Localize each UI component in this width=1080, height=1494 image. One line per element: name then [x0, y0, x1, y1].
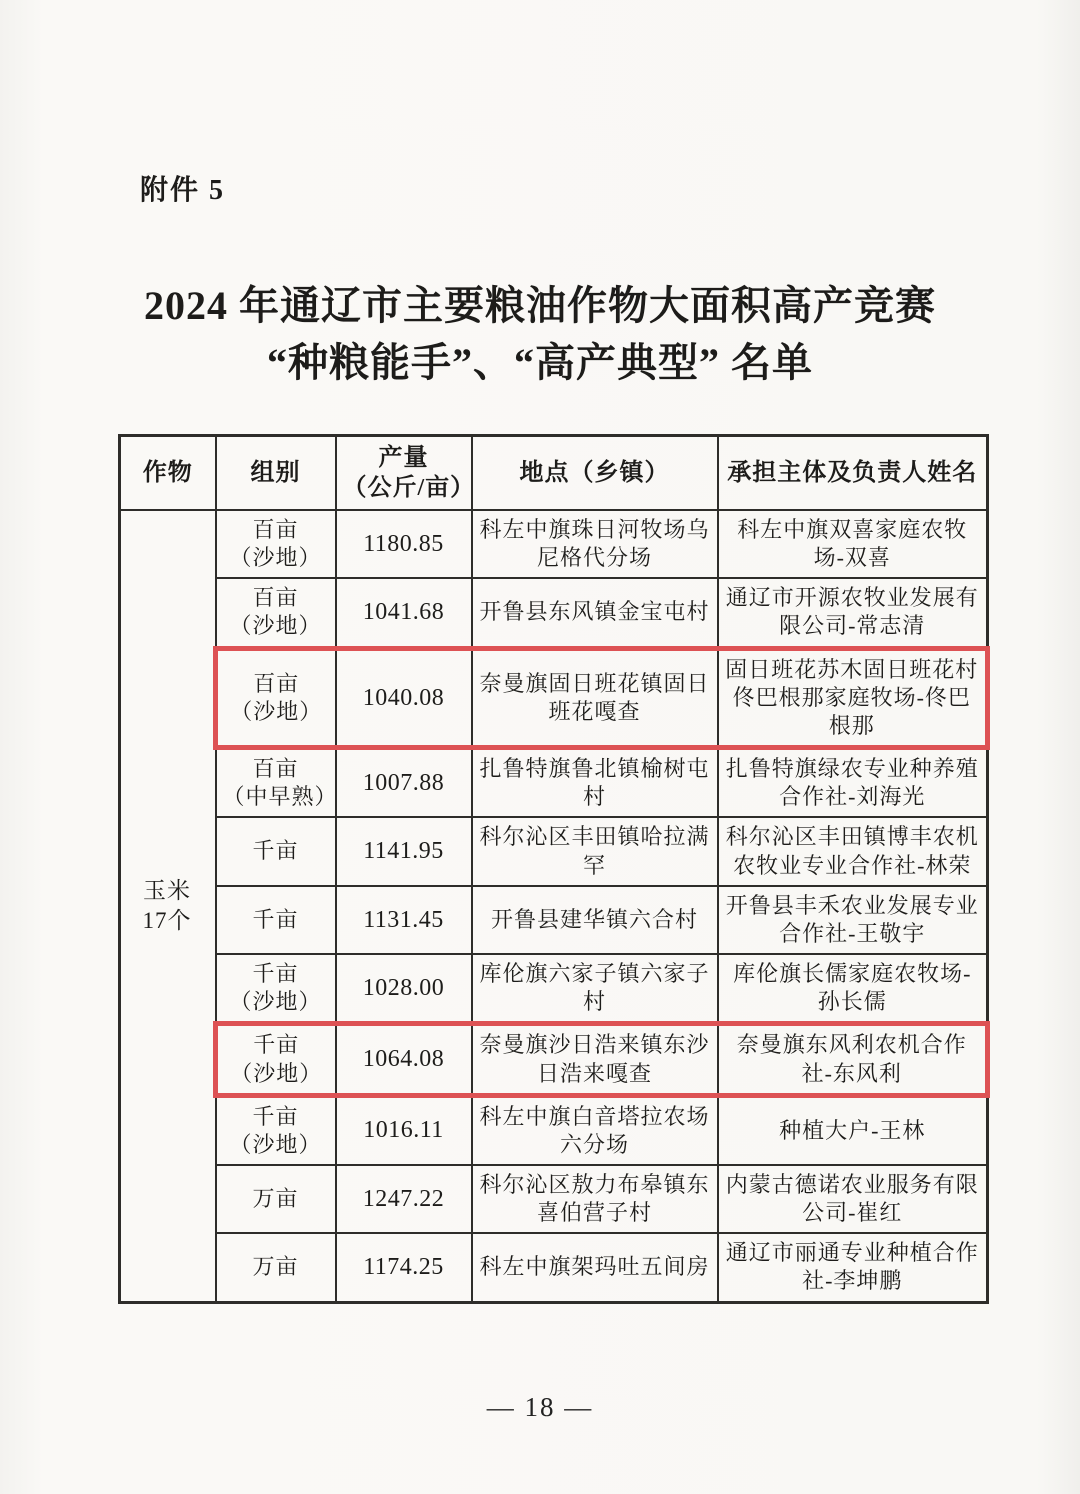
- cell-group: 万亩: [216, 1233, 336, 1302]
- cell-yield: 1016.11: [336, 1095, 472, 1165]
- cell-location: 开鲁县东风镇金宝屯村: [472, 578, 718, 648]
- cell-location: 扎鲁特旗鲁北镇榆树屯村: [472, 748, 718, 818]
- cell-location: 科左中旗白音塔拉农场六分场: [472, 1095, 718, 1165]
- table-row: [120, 578, 988, 648]
- cell-yield: 1007.88: [336, 748, 472, 818]
- cell-group: 百亩 （沙地）: [216, 648, 336, 747]
- cell-location: 奈曼旗固日班花镇固日班花嘎查: [472, 648, 718, 747]
- table-row: [120, 1233, 988, 1302]
- column-header-crop: 作物: [120, 436, 216, 511]
- cell-group: 千亩 （沙地）: [216, 1024, 336, 1095]
- cell-group: 百亩 （沙地）: [216, 578, 336, 648]
- table-body: [120, 510, 988, 1302]
- cell-group: 万亩: [216, 1165, 336, 1233]
- cell-group: 千亩 （沙地）: [216, 1095, 336, 1165]
- table-row: [120, 510, 988, 578]
- cell-group: 千亩 （沙地）: [216, 954, 336, 1024]
- cell-yield: 1180.85: [336, 510, 472, 578]
- table-row: [120, 748, 988, 818]
- column-header-yield: 产量 （公斤/亩）: [336, 436, 472, 511]
- cell-group: 百亩 （中早熟）: [216, 748, 336, 818]
- cell-group: 百亩 （沙地）: [216, 510, 336, 578]
- cell-yield: 1131.45: [336, 886, 472, 954]
- results-table-wrap: [118, 434, 986, 1304]
- table-row: [120, 954, 988, 1024]
- cell-yield: 1041.68: [336, 578, 472, 648]
- cell-yield: 1028.00: [336, 954, 472, 1024]
- column-header-entity: 承担主体及负责人姓名: [718, 436, 988, 511]
- document-title: [0, 278, 1080, 392]
- results-table: [118, 434, 990, 1304]
- cell-entity: 通辽市丽通专业种植合作社-李坤鹏: [718, 1233, 988, 1302]
- cell-entity: 科尔沁区丰田镇博丰农机农牧业专业合作社-林荣: [718, 817, 988, 885]
- cell-group: 千亩: [216, 817, 336, 885]
- table-row: [120, 648, 988, 747]
- table-row: [120, 1095, 988, 1165]
- document-title-line-1: 2024 年通辽市主要粮油作物大面积高产竞赛: [144, 283, 936, 328]
- cell-location: 奈曼旗沙日浩来镇东沙日浩来嘎查: [472, 1024, 718, 1095]
- page-number: — 18 —: [486, 1392, 594, 1422]
- cell-entity: 科左中旗双喜家庭农牧场-双喜: [718, 510, 988, 578]
- cell-entity: 开鲁县丰禾农业发展专业合作社-王敬宇: [718, 886, 988, 954]
- crop-cell: 玉米 17个: [120, 510, 216, 1302]
- document-title-line-2: “种粮能手”、“高产典型” 名单: [267, 339, 813, 385]
- cell-entity: 奈曼旗东风利农机合作社-东风利: [718, 1024, 988, 1095]
- column-header-location: 地点（乡镇）: [472, 436, 718, 511]
- cell-location: 科左中旗珠日河牧场乌尼格代分场: [472, 510, 718, 578]
- column-header-group: 组别: [216, 436, 336, 511]
- cell-yield: 1040.08: [336, 648, 472, 747]
- cell-entity: 通辽市开源农牧业发展有限公司-常志清: [718, 578, 988, 648]
- cell-group: 千亩: [216, 886, 336, 954]
- cell-entity: 种植大户-王林: [718, 1095, 988, 1165]
- cell-yield: 1174.25: [336, 1233, 472, 1302]
- cell-location: 开鲁县建华镇六合村: [472, 886, 718, 954]
- cell-yield: 1141.95: [336, 817, 472, 885]
- table-row: [120, 817, 988, 885]
- cell-location: 库伦旗六家子镇六家子村: [472, 954, 718, 1024]
- cell-location: 科尔沁区敖力布皋镇东喜伯营子村: [472, 1165, 718, 1233]
- table-row: [120, 1024, 988, 1095]
- cell-entity: 固日班花苏木固日班花村佟巴根那家庭牧场-佟巴根那: [718, 648, 988, 747]
- cell-entity: 库伦旗长儒家庭农牧场-孙长儒: [718, 954, 988, 1024]
- cell-location: 科左中旗架玛吐五间房: [472, 1233, 718, 1302]
- cell-location: 科尔沁区丰田镇哈拉满罕: [472, 817, 718, 885]
- table-row: [120, 1165, 988, 1233]
- attachment-label: 附件 5: [140, 175, 226, 206]
- cell-entity: 扎鲁特旗绿农专业种养殖合作社-刘海光: [718, 748, 988, 818]
- cell-yield: 1247.22: [336, 1165, 472, 1233]
- table-row: [120, 886, 988, 954]
- header-row: [120, 436, 988, 511]
- cell-yield: 1064.08: [336, 1024, 472, 1095]
- cell-entity: 内蒙古德诺农业服务有限公司-崔红: [718, 1165, 988, 1233]
